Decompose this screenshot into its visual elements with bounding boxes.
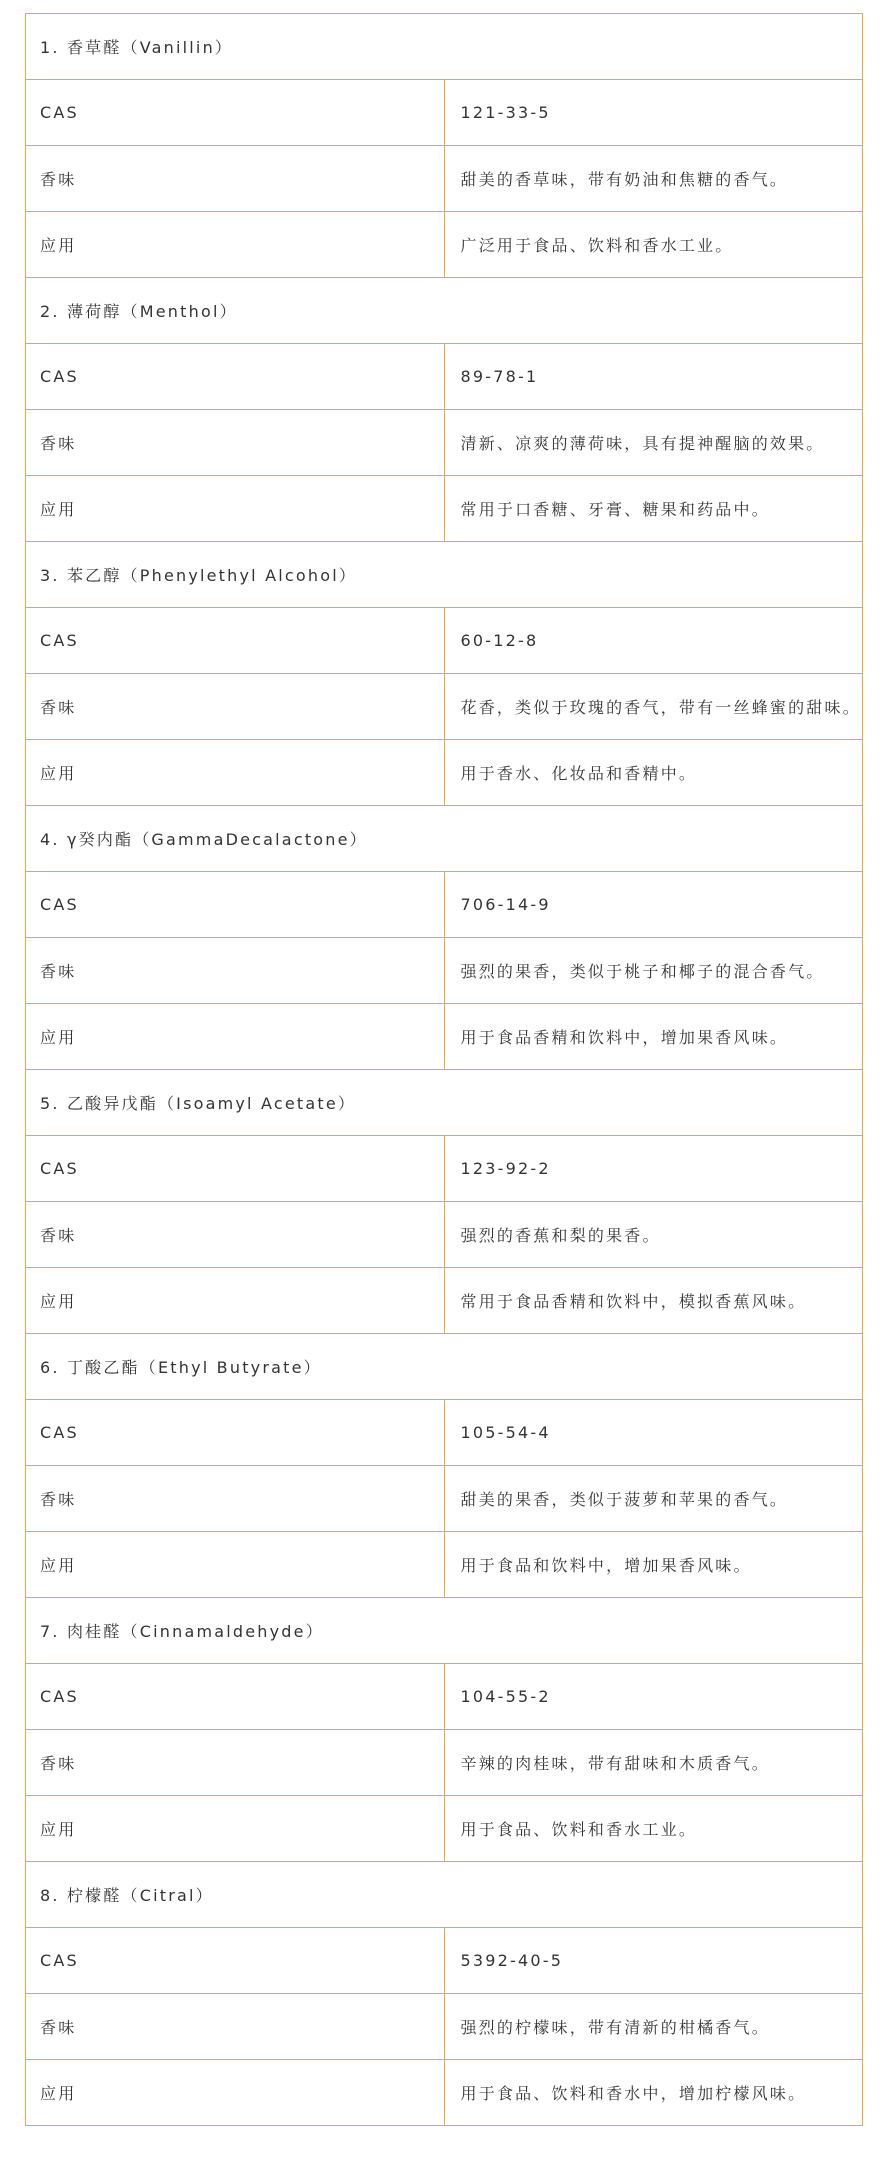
aroma-label: 香味: [26, 1466, 445, 1532]
compound-title: 4. γ癸内酯（GammaDecalactone）: [26, 806, 863, 872]
compound-title: 5. 乙酸异戊酯（Isoamyl Acetate）: [26, 1070, 863, 1136]
cas-label: CAS: [26, 1400, 445, 1466]
table-row: [26, 80, 863, 146]
table-row: [26, 674, 863, 740]
application-label: 应用: [26, 1532, 445, 1598]
compound-title: 1. 香草醛（Vanillin）: [26, 14, 863, 80]
application-value: 用于食品香精和饮料中，增加果香风味。: [444, 1004, 863, 1070]
application-label: 应用: [26, 1268, 445, 1334]
application-value: 广泛用于食品、饮料和香水工业。: [444, 212, 863, 278]
table-row: [26, 872, 863, 938]
cas-value: 123-92-2: [444, 1136, 863, 1202]
table-row: [26, 1202, 863, 1268]
application-label: 应用: [26, 212, 445, 278]
application-label: 应用: [26, 2060, 445, 2126]
application-value: 用于食品、饮料和香水中，增加柠檬风味。: [444, 2060, 863, 2126]
table-row: [26, 476, 863, 542]
cas-label: CAS: [26, 1136, 445, 1202]
table-row: [26, 146, 863, 212]
table-row: [26, 1664, 863, 1730]
compound-title-row: [26, 1598, 863, 1664]
table-row: [26, 608, 863, 674]
table-row: [26, 1004, 863, 1070]
aroma-value: 强烈的柠檬味，带有清新的柑橘香气。: [444, 1994, 863, 2060]
aroma-value: 强烈的果香，类似于桃子和椰子的混合香气。: [444, 938, 863, 1004]
cas-value: 105-54-4: [444, 1400, 863, 1466]
compound-title: 8. 柠檬醛（Citral）: [26, 1862, 863, 1928]
table-row: [26, 2060, 863, 2126]
aroma-value: 花香，类似于玫瑰的香气，带有一丝蜂蜜的甜味。: [444, 674, 863, 740]
aroma-label: 香味: [26, 1202, 445, 1268]
application-label: 应用: [26, 1796, 445, 1862]
cas-label: CAS: [26, 1664, 445, 1730]
compound-title: 2. 薄荷醇（Menthol）: [26, 278, 863, 344]
application-value: 用于食品、饮料和香水工业。: [444, 1796, 863, 1862]
compound-title-row: [26, 1862, 863, 1928]
compound-title-row: [26, 1070, 863, 1136]
table-row: [26, 1466, 863, 1532]
application-label: 应用: [26, 476, 445, 542]
cas-value: 5392-40-5: [444, 1928, 863, 1994]
flavor-compound-table: [25, 13, 863, 2126]
cas-label: CAS: [26, 344, 445, 410]
compound-title-row: [26, 806, 863, 872]
table-row: [26, 938, 863, 1004]
cas-value: 104-55-2: [444, 1664, 863, 1730]
aroma-value: 甜美的果香，类似于菠萝和苹果的香气。: [444, 1466, 863, 1532]
table-row: [26, 1994, 863, 2060]
aroma-label: 香味: [26, 1730, 445, 1796]
aroma-label: 香味: [26, 1994, 445, 2060]
aroma-value: 清新、凉爽的薄荷味，具有提神醒脑的效果。: [444, 410, 863, 476]
aroma-value: 辛辣的肉桂味，带有甜味和木质香气。: [444, 1730, 863, 1796]
table-row: [26, 1532, 863, 1598]
table-row: [26, 1796, 863, 1862]
cas-value: 121-33-5: [444, 80, 863, 146]
application-label: 应用: [26, 740, 445, 806]
table-row: [26, 344, 863, 410]
cas-value: 706-14-9: [444, 872, 863, 938]
aroma-label: 香味: [26, 146, 445, 212]
compound-title: 7. 肉桂醛（Cinnamaldehyde）: [26, 1598, 863, 1664]
aroma-label: 香味: [26, 410, 445, 476]
aroma-label: 香味: [26, 674, 445, 740]
table-row: [26, 1268, 863, 1334]
compound-title-row: [26, 542, 863, 608]
table-row: [26, 1730, 863, 1796]
application-value: 常用于食品香精和饮料中，模拟香蕉风味。: [444, 1268, 863, 1334]
application-value: 用于食品和饮料中，增加果香风味。: [444, 1532, 863, 1598]
table-row: [26, 740, 863, 806]
cas-label: CAS: [26, 80, 445, 146]
table-row: [26, 212, 863, 278]
table-row: [26, 410, 863, 476]
compound-title-row: [26, 1334, 863, 1400]
compound-title-row: [26, 278, 863, 344]
table-row: [26, 1136, 863, 1202]
aroma-value: 甜美的香草味，带有奶油和焦糖的香气。: [444, 146, 863, 212]
aroma-value: 强烈的香蕉和梨的果香。: [444, 1202, 863, 1268]
table-row: [26, 1928, 863, 1994]
table-row: [26, 1400, 863, 1466]
application-label: 应用: [26, 1004, 445, 1070]
compound-title-row: [26, 14, 863, 80]
application-value: 用于香水、化妆品和香精中。: [444, 740, 863, 806]
application-value: 常用于口香糖、牙膏、糖果和药品中。: [444, 476, 863, 542]
cas-value: 89-78-1: [444, 344, 863, 410]
cas-label: CAS: [26, 1928, 445, 1994]
cas-value: 60-12-8: [444, 608, 863, 674]
cas-label: CAS: [26, 872, 445, 938]
cas-label: CAS: [26, 608, 445, 674]
compound-title: 3. 苯乙醇（Phenylethyl Alcohol）: [26, 542, 863, 608]
aroma-label: 香味: [26, 938, 445, 1004]
compound-title: 6. 丁酸乙酯（Ethyl Butyrate）: [26, 1334, 863, 1400]
flavor-compound-table-body: [26, 14, 863, 2126]
